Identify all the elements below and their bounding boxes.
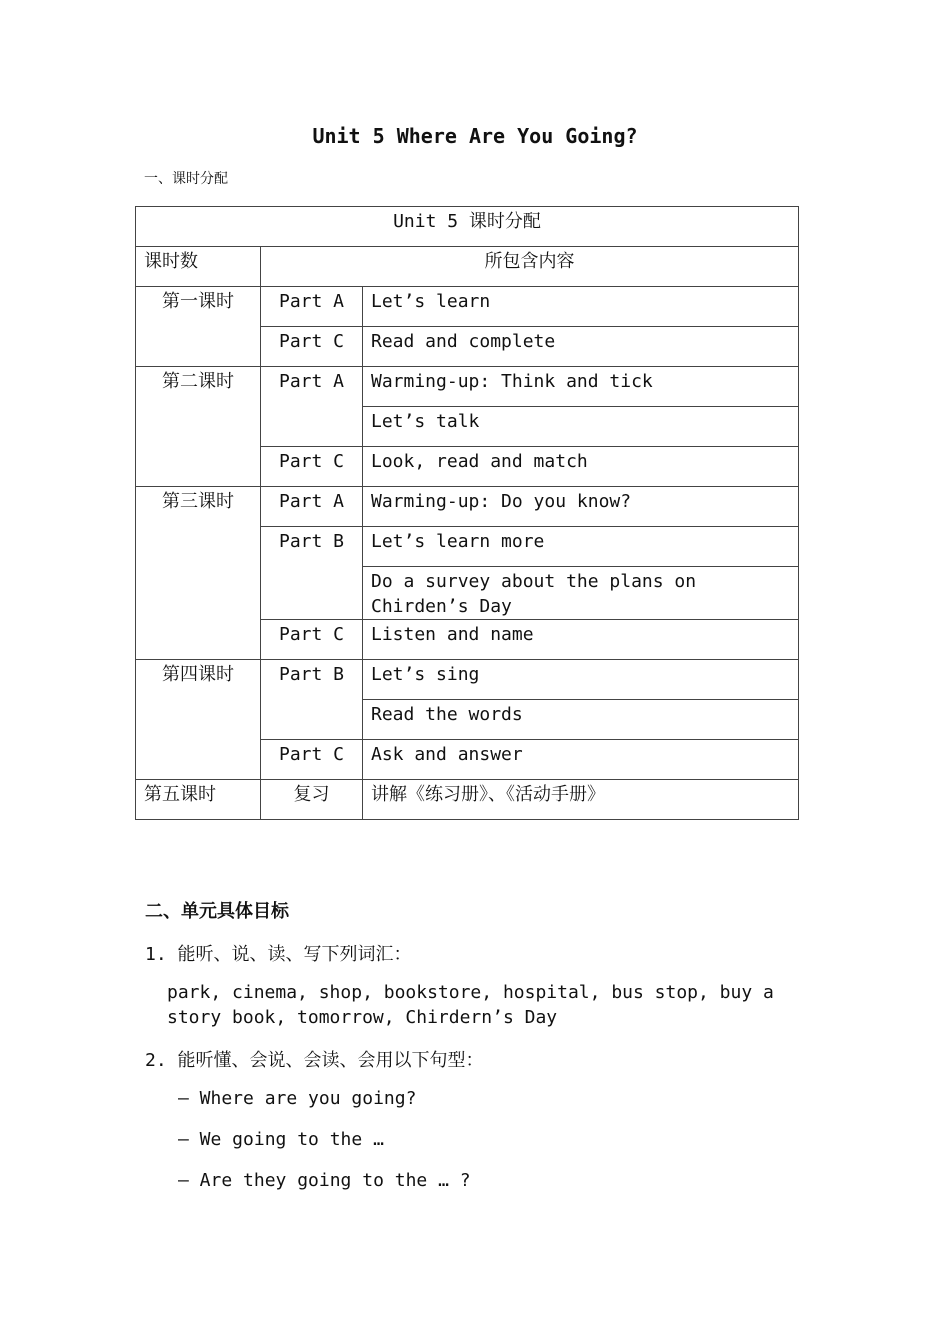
part-label: Part A xyxy=(261,367,363,447)
part-label: Part B xyxy=(261,660,363,740)
content-cell: Read the words xyxy=(363,700,799,740)
content-cell: Let’s learn xyxy=(363,287,799,327)
table-row xyxy=(136,287,799,327)
content-cell: Look, read and match xyxy=(363,447,799,487)
lesson-name: 第一课时 xyxy=(136,287,261,367)
content-cell: Let’s sing xyxy=(363,660,799,700)
lesson-name: 第五课时 xyxy=(136,780,261,820)
part-label: 复习 xyxy=(261,780,363,820)
table-caption-row xyxy=(136,207,799,247)
section-heading-unit-goals: 二、单元具体目标 xyxy=(145,901,289,922)
table-row xyxy=(136,660,799,700)
content-cell: Listen and name xyxy=(363,620,799,660)
vocabulary-list: park, cinema, shop, bookstore, hospital, bus stop, buy a story book, tomorrow, Chirdern’s Day xyxy=(167,982,774,1028)
lesson-allocation-table xyxy=(135,206,799,820)
content-cell: Let’s learn more xyxy=(363,527,799,567)
header-contents: 所包含内容 xyxy=(261,247,799,287)
part-label: Part B xyxy=(261,527,363,620)
header-lesson-count: 课时数 xyxy=(136,247,261,287)
table-caption: Unit 5 课时分配 xyxy=(136,207,799,247)
lesson-name: 第三课时 xyxy=(136,487,261,660)
table-row xyxy=(136,487,799,527)
part-label: Part C xyxy=(261,447,363,487)
part-label: Part C xyxy=(261,740,363,780)
part-label: Part C xyxy=(261,327,363,367)
table-header-row xyxy=(136,247,799,287)
part-label: Part C xyxy=(261,620,363,660)
sentence-pattern: — Where are you going? xyxy=(178,1088,417,1109)
content-cell: 讲解《练习册》、《活动手册》 xyxy=(363,780,799,820)
lesson-name: 第二课时 xyxy=(136,367,261,487)
table-row xyxy=(136,780,799,820)
lesson-name: 第四课时 xyxy=(136,660,261,780)
sentence-pattern: — We going to the … xyxy=(178,1129,384,1150)
part-label: Part A xyxy=(261,287,363,327)
content-cell: Let’s talk xyxy=(363,407,799,447)
content-cell: Warming-up: Do you know? xyxy=(363,487,799,527)
content-cell: Read and complete xyxy=(363,327,799,367)
table-row xyxy=(136,367,799,407)
content-cell: Do a survey about the plans on Chirden’s Day xyxy=(363,567,799,620)
content-cell: Ask and answer xyxy=(363,740,799,780)
section-heading-lesson-allocation: 一、课时分配 xyxy=(144,171,228,187)
objective-item-1: 1. 能听、说、读、写下列词汇： xyxy=(145,944,412,965)
sentence-pattern: — Are they going to the … ? xyxy=(178,1170,471,1191)
part-label: Part A xyxy=(261,487,363,527)
objective-item-2: 2. 能听懂、会说、会读、会用以下句型： xyxy=(145,1050,484,1071)
content-cell: Warming-up: Think and tick xyxy=(363,367,799,407)
page-title: Unit 5 Where Are You Going? xyxy=(312,124,638,148)
